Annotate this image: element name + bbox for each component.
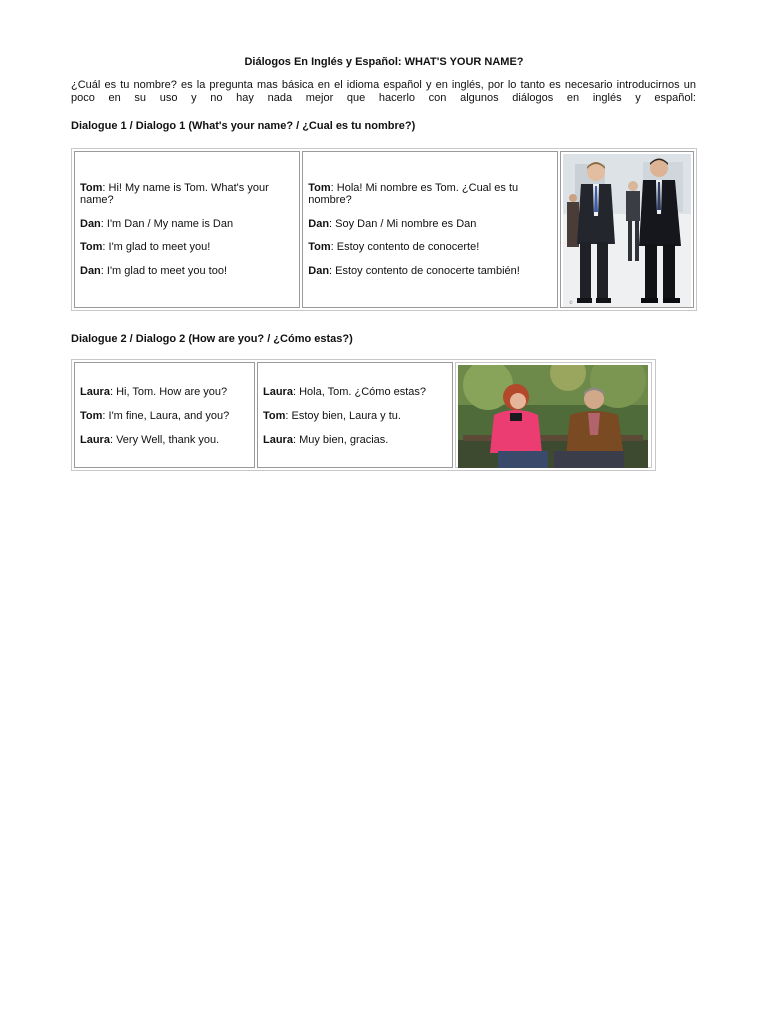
line-text: : Estoy contento de conocerte!	[330, 241, 480, 253]
dialogue-line	[80, 434, 250, 446]
dialogue1-table	[71, 148, 697, 311]
speaker-name: Dan	[308, 218, 330, 230]
speaker-name: Tom	[308, 241, 331, 253]
dialogue-line	[308, 241, 553, 253]
dialogue-line	[263, 386, 448, 398]
dialogue-line	[308, 265, 553, 277]
dialogue1-photo-cell	[560, 151, 694, 308]
line-text: : Hi! My name is Tom. What's your name?	[80, 182, 269, 206]
line-text: : Soy Dan / Mi nombre es Dan	[329, 218, 477, 230]
speaker-name: Tom	[263, 410, 286, 422]
line-text: : Hola, Tom. ¿Cómo estas?	[292, 386, 427, 398]
dialogue2-table	[71, 359, 656, 471]
speaker-name: Laura	[263, 434, 293, 446]
dialogue2-heading: Dialogue 2 / Dialogo 2 (How are you? / ¿Cómo estas?)	[71, 333, 353, 345]
two-businessmen-photo	[563, 154, 691, 307]
speaker-name: Dan	[308, 265, 330, 277]
dialogue1-spanish-cell	[302, 151, 558, 308]
speaker-name: Laura	[263, 386, 293, 398]
intro-paragraph: ¿Cuál es tu nombre? es la pregunta mas básica en el idioma español y en inglés, por lo tanto es necesario introducirnos un poco en su uso y no hay nada mejor que hacerlo con algunos diálogos en inglés y español:	[71, 79, 696, 104]
speaker-name: Tom	[80, 410, 103, 422]
dialogue-line	[263, 410, 448, 422]
dialogue1-heading: Dialogue 1 / Dialogo 1 (What's your name? / ¿Cual es tu nombre?)	[71, 120, 416, 132]
speaker-name: Laura	[80, 434, 110, 446]
line-text: : Estoy bien, Laura y tu.	[285, 410, 401, 422]
dialogue-line	[80, 182, 295, 206]
speaker-name: Laura	[80, 386, 110, 398]
dialogue2-english-cell	[74, 362, 255, 468]
couple-bench-photo	[458, 365, 648, 468]
line-text: : Very Well, thank you.	[109, 434, 220, 446]
speaker-name: Tom	[80, 182, 103, 194]
speaker-name: Tom	[80, 241, 103, 253]
svg-text:©: ©	[569, 300, 574, 305]
dialogue1-english-cell	[74, 151, 300, 308]
dialogue-line	[263, 434, 448, 446]
dialogue-line	[80, 265, 295, 277]
line-text: : Hi, Tom. How are you?	[109, 386, 228, 398]
dialogue-line	[80, 241, 295, 253]
line-text: : Muy bien, gracias.	[292, 434, 389, 446]
line-text: : I'm fine, Laura, and you?	[102, 410, 230, 422]
page-title: Diálogos En Inglés y Español: WHAT'S YOUR NAME?	[244, 56, 524, 68]
dialogue-line	[308, 218, 553, 230]
dialogue-line	[308, 182, 553, 206]
dialogue-line	[80, 410, 250, 422]
speaker-name: Dan	[80, 218, 101, 230]
speaker-name: Tom	[308, 182, 331, 194]
line-text: : I'm glad to meet you too!	[100, 265, 228, 277]
speaker-name: Dan	[80, 265, 101, 277]
line-text: : Estoy contento de conocerte también!	[329, 265, 520, 277]
dialogue-line	[80, 218, 295, 230]
dialogue-line	[80, 386, 250, 398]
line-text: : Hola! Mi nombre es Tom. ¿Cual es tu nombre?	[308, 182, 519, 206]
dialogue2-photo-cell	[455, 362, 652, 468]
dialogue2-spanish-cell	[257, 362, 453, 468]
line-text: : I'm glad to meet you!	[102, 241, 211, 253]
line-text: : I'm Dan / My name is Dan	[100, 218, 234, 230]
